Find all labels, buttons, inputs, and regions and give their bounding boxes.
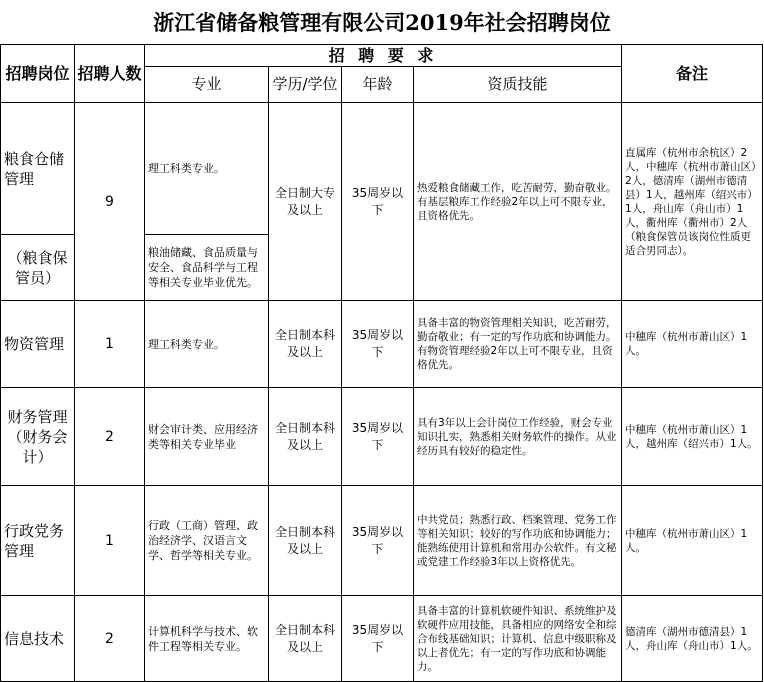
count-cell: 2 — [75, 388, 145, 486]
position-sub: （财务会计） — [7, 427, 68, 466]
count-cell: 9 — [75, 103, 145, 301]
position-cell: 物资管理 — [1, 301, 75, 388]
position-cell: 行政党务管理 — [1, 486, 75, 596]
count-cell: 2 — [75, 596, 145, 682]
major-cell: 计算机科学与技术、软件工程等相关专业。 — [145, 596, 269, 682]
recruitment-table — [0, 44, 763, 682]
remarks-cell: 中穗库（杭州市萧山区）1人，越州库（绍兴市）1人。 — [622, 388, 763, 486]
header-education: 学历/学位 — [269, 67, 342, 103]
table-row — [1, 301, 763, 388]
table-row — [1, 388, 763, 486]
education-cell: 全日制大专及以上 — [269, 103, 342, 301]
header-requirements: 招 聘 要 求 — [145, 45, 622, 67]
education-cell: 全日制本科及以上 — [269, 486, 342, 596]
age-cell: 35周岁以下 — [342, 388, 414, 486]
major-cell: 行政（工商）管理、政治经济学、汉语言文学、哲学等相关专业。 — [145, 486, 269, 596]
position-sub-cell: （粮食保管员） — [1, 235, 75, 301]
education-cell: 全日制本科及以上 — [269, 596, 342, 682]
education-cell: 全日制本科及以上 — [269, 301, 342, 388]
skills-cell: 具有3年以上会计岗位工作经验，财会专业知识扎实，熟悉相关财务软件的操作。从业经历具有较好的稳定性。 — [414, 388, 622, 486]
header-row — [1, 45, 763, 67]
count-cell: 1 — [75, 301, 145, 388]
major-cell: 理工科类专业。 — [145, 103, 269, 235]
table-row — [1, 596, 763, 682]
header-position: 招聘岗位 — [1, 45, 75, 103]
position-cell — [1, 388, 75, 486]
age-cell: 35周岁以下 — [342, 301, 414, 388]
skills-cell: 具备丰富的物资管理相关知识，吃苦耐劳，勤奋敬业；有一定的写作功底和协调能力。有物资管理经验2年以上可不限专业，且资格优先。 — [414, 301, 622, 388]
position-title: 财务管理 — [7, 407, 68, 426]
age-cell: 35周岁以下 — [342, 596, 414, 682]
page-title: 浙江省储备粮管理有限公司2019年社会招聘岗位 — [153, 10, 611, 35]
header-age: 年龄 — [342, 67, 414, 103]
skills-cell: 中共党员；熟悉行政、档案管理、党务工作等相关知识；较好的写作功底和协调能力；能熟练使用计算机和常用办公软件。有文秘或党建工作经验3年以上资格优先。 — [414, 486, 622, 596]
table-row — [1, 103, 763, 235]
header-major: 专业 — [145, 67, 269, 103]
table-row — [1, 486, 763, 596]
skills-cell: 热爱粮食储藏工作，吃苦耐劳，勤奋敬业。有基层粮库工作经验2年以上可不限专业，且资格优先。 — [414, 103, 622, 301]
remarks-cell: 中穗库（杭州市萧山区）1人。 — [622, 486, 763, 596]
age-cell: 35周岁以下 — [342, 486, 414, 596]
header-count: 招聘人数 — [75, 45, 145, 103]
remarks-cell: 直属库（杭州市余杭区）2人，中穗库（杭州市萧山区）2人，德清库（湖州市德清县）1人，越州库（绍兴市）1人，舟山库（舟山市）1人，衢州库（衢州市）2人（粮食保管员该岗位性质更适合男同志）。 — [622, 103, 763, 301]
skills-cell: 具备丰富的计算机软硬件知识、系统维护及软硬件应用技能，具备相应的网络安全和综合布线基础知识；计算机、信息中级职称及以上者优先；有一定的写作功底和协调能力。 — [414, 596, 622, 682]
remarks-cell: 中穗库（杭州市萧山区）1人。 — [622, 301, 763, 388]
major-cell: 理工科类专业。 — [145, 301, 269, 388]
header-remarks: 备注 — [622, 45, 763, 103]
age-cell: 35周岁以下 — [342, 103, 414, 301]
position-cell: 信息技术 — [1, 596, 75, 682]
header-skills: 资质技能 — [414, 67, 622, 103]
education-cell: 全日制本科及以上 — [269, 388, 342, 486]
position-cell: 粮食仓储管理 — [1, 103, 75, 235]
count-cell: 1 — [75, 486, 145, 596]
remarks-cell: 德清库（湖州市德清县）1人，舟山库（舟山市）1人。 — [622, 596, 763, 682]
major-cell: 财会审计类、应用经济类等相关专业毕业 — [145, 388, 269, 486]
major-cell: 粮油储藏、食品质量与安全、食品科学与工程等相关专业毕业优先。 — [145, 235, 269, 301]
